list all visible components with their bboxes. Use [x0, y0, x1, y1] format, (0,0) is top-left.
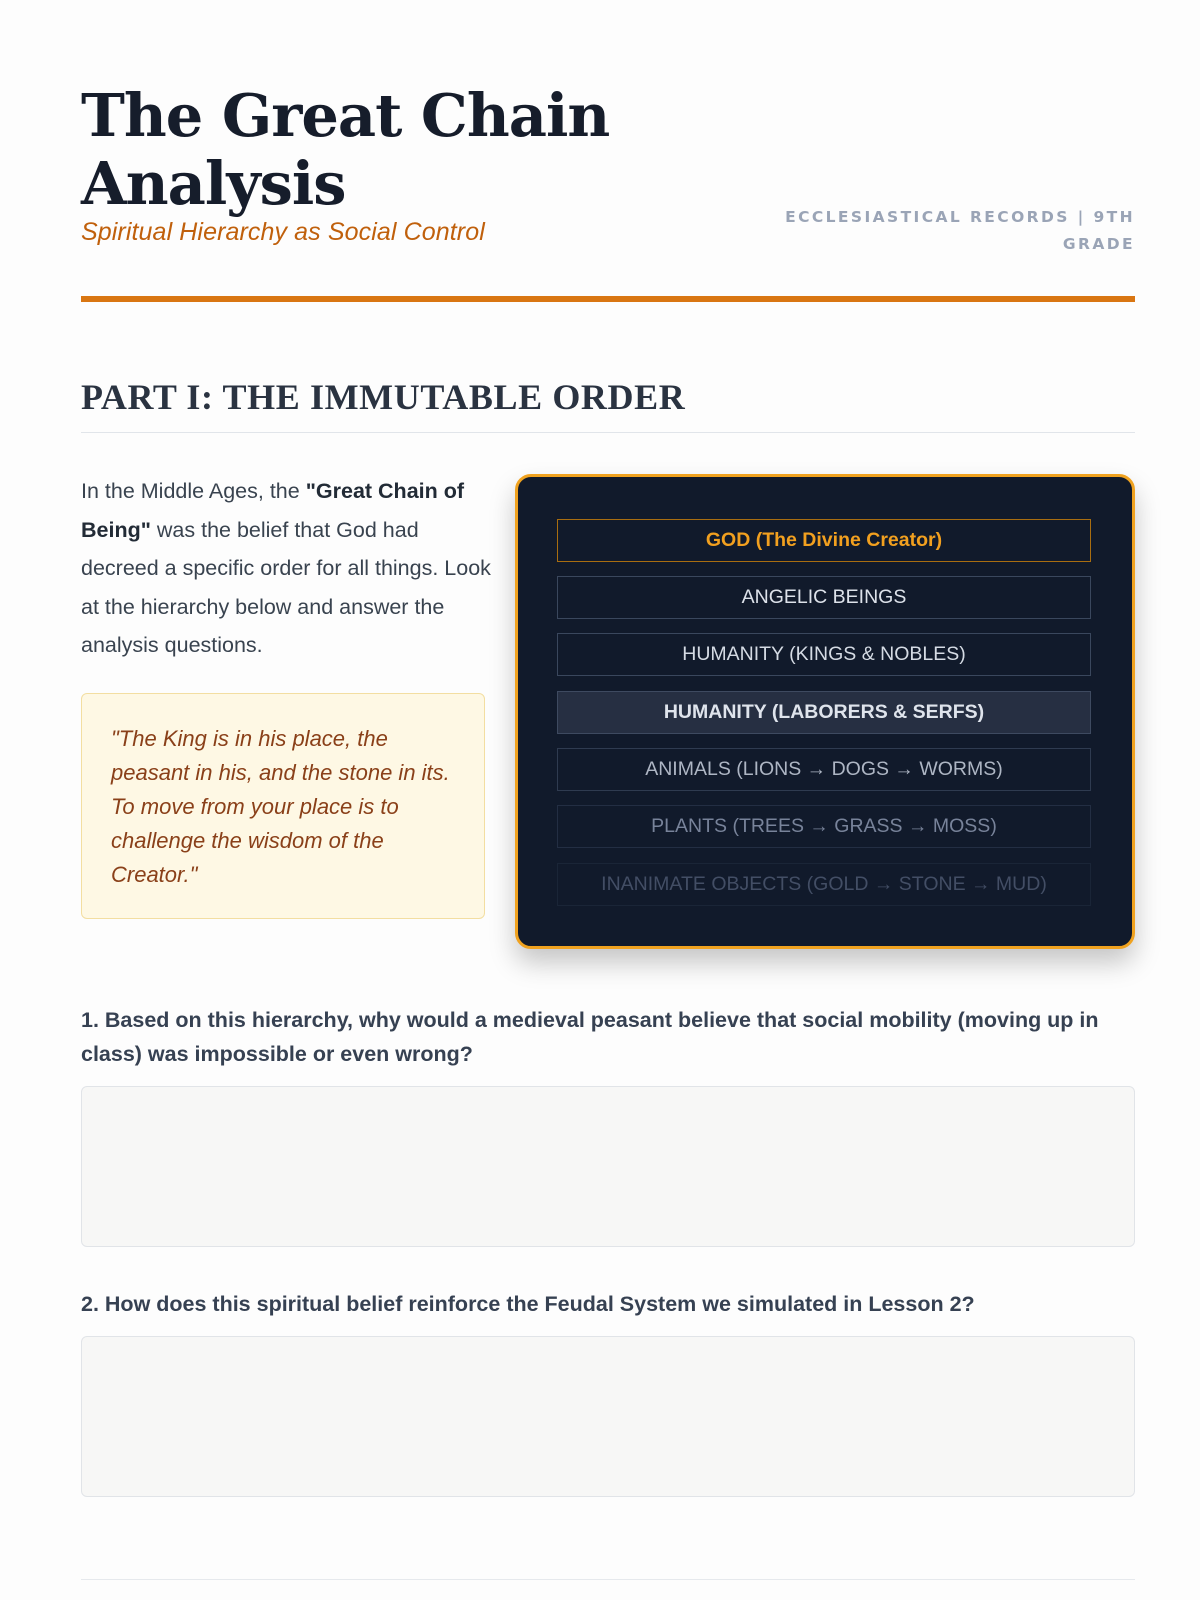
- footer-divider: [81, 1579, 1135, 1580]
- quote-text: "The King is in his place, the peasant in his, and the stone in its. To move from your place is to challenge the wisdom of the Creator.": [111, 726, 450, 887]
- intro-text-end: was the belief that God had decreed a specific order for all things. Look at the hierarchy below and answer the analysis questions.: [81, 517, 491, 657]
- great-chain-diagram: [515, 474, 1135, 949]
- worksheet-page: [81, 0, 1135, 1600]
- question-2-answer[interactable]: [81, 1336, 1135, 1497]
- chain-tier-plants: PLANTS (TREES → GRASS → MOSS): [557, 805, 1091, 848]
- section-divider: [81, 432, 1135, 433]
- chain-tier-serfs: HUMANITY (LABORERS & SERFS): [557, 691, 1091, 734]
- chain-tier-animals: ANIMALS (LIONS → DOGS → WORMS): [557, 748, 1091, 791]
- intro-text-start: In the Middle Ages, the: [81, 479, 306, 503]
- question-2-prompt: 2. How does this spiritual belief reinforce the Feudal System we simulated in Lesson 2?: [81, 1292, 975, 1316]
- course-meta: ECCLESIASTICAL RECORDS | 9TH GRADE: [785, 208, 1135, 253]
- chain-tier-nobles: HUMANITY (KINGS & NOBLES): [557, 633, 1091, 676]
- chain-tier-god: GOD (The Divine Creator): [557, 519, 1091, 562]
- quote-callout: [81, 693, 485, 919]
- question-1-answer[interactable]: [81, 1086, 1135, 1247]
- header-divider: [81, 296, 1135, 302]
- chain-tier-angels: ANGELIC BEINGS: [557, 576, 1091, 619]
- section-heading: PART I: THE IMMUTABLE ORDER: [81, 377, 686, 417]
- page-subtitle: Spiritual Hierarchy as Social Control: [81, 218, 485, 246]
- intro-term: "Great Chain of Being": [81, 479, 465, 542]
- page-title: The Great Chain Analysis: [81, 81, 610, 218]
- question-1-prompt: 1. Based on this hierarchy, why would a medieval peasant believe that social mobility (moving up in class) was impossible or even wrong?: [81, 1008, 1099, 1066]
- intro-paragraph: [81, 472, 491, 665]
- chain-tier-objects: INANIMATE OBJECTS (GOLD → STONE → MUD): [557, 863, 1091, 906]
